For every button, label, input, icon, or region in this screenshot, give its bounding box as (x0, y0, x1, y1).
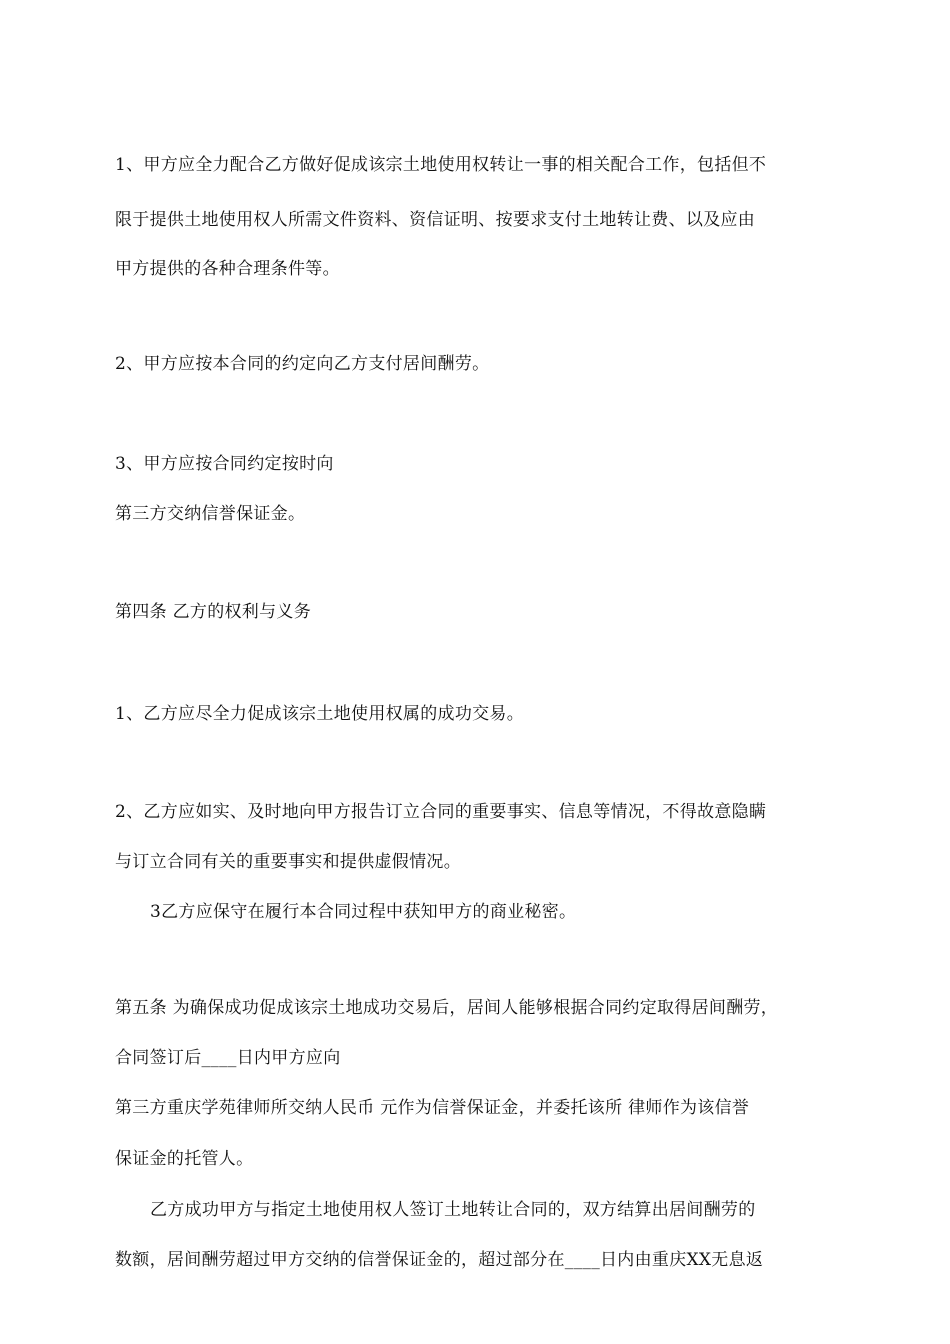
clause-4-item-3: 3乙方应保守在履行本合同过程中获知甲方的商业秘密。 (150, 902, 577, 922)
clause-4-heading: 第四条 乙方的权利与义务 (115, 602, 312, 622)
clause-5-line-3: 第三方重庆学苑律师所交纳人民币 元作为信誉保证金，并委托该所 律师作为该信誉 (115, 1098, 750, 1118)
clause-4-item-2-line-1: 2、乙方应如实、及时地向甲方报告订立合同的重要事实、信息等情况，不得故意隐瞒 (115, 802, 767, 822)
clause-3-item-1-line-3: 甲方提供的各种合理条件等。 (115, 259, 340, 279)
clause-5-line-1: 第五条 为确保成功促成该宗土地成功交易后，居间人能够根据合同约定取得居间酬劳， (115, 998, 779, 1018)
clause-5-para-2-line-2: 数额，居间酬劳超过甲方交纳的信誉保证金的，超过部分在____日内由重庆XX无息返 (115, 1250, 764, 1270)
clause-5-para-2-line-1: 乙方成功甲方与指定土地使用权人签订土地转让合同的，双方结算出居间酬劳的 (150, 1200, 756, 1220)
clause-5-line-2: 合同签订后____日内甲方应向 (115, 1048, 341, 1068)
clause-4-item-1: 1、乙方应尽全力促成该宗土地使用权属的成功交易。 (115, 704, 525, 724)
clause-3-item-1-line-1: 1、甲方应全力配合乙方做好促成该宗土地使用权转让一事的相关配合工作，包括但不 (115, 155, 767, 175)
clause-4-item-2-line-2: 与订立合同有关的重要事实和提供虚假情况。 (115, 852, 461, 872)
clause-3-item-3-line-1: 3、甲方应按合同约定按时向 (115, 454, 334, 474)
clause-3-item-3-line-2: 第三方交纳信誉保证金。 (115, 504, 306, 524)
clause-3-item-1-line-2: 限于提供土地使用权人所需文件资料、资信证明、按要求支付土地转让费、以及应由 (115, 210, 756, 230)
clause-5-line-4: 保证金的托管人。 (115, 1149, 254, 1169)
clause-3-item-2: 2、甲方应按本合同的约定向乙方支付居间酬劳。 (115, 354, 490, 374)
